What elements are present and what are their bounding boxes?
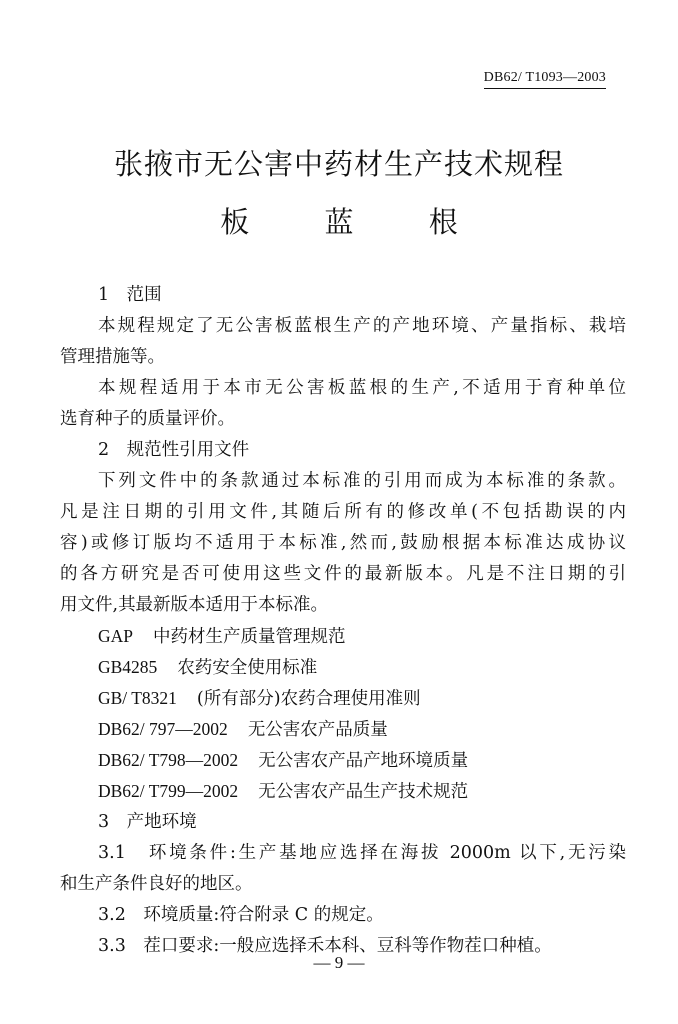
document-body [60, 280, 626, 962]
reference-title: 无公害农产品质量 [247, 720, 388, 740]
paragraph-line: 和生产条件良好的地区。 [60, 874, 253, 894]
paragraph-line: 本规程规定了无公害板蓝根生产的产地环境、产量指标、栽培 [98, 316, 626, 336]
paragraph-line: 3.2 环境质量:符合附录 C 的规定。 [98, 905, 384, 925]
reference-item [60, 714, 626, 745]
reference-item [60, 683, 626, 714]
document-title: 张掖市无公害中药材生产技术规程 [113, 147, 564, 181]
paragraph-line: 容)或修订版均不适用于本标准,然而,鼓励根据本标准达成协议 [60, 533, 626, 553]
paragraph-line: 用文件,其最新版本适用于本标准。 [60, 595, 329, 615]
section-3-heading: 3 产地环境 [98, 812, 197, 832]
paragraph-line: 下列文件中的条款通过本标准的引用而成为本标准的条款。 [98, 471, 626, 491]
page-number: — 9 — [313, 953, 365, 972]
reference-title: 中药材生产质量管理规范 [153, 627, 346, 647]
section-2-heading: 2 规范性引用文件 [98, 440, 250, 460]
paragraph-line: 选育种子的质量评价。 [60, 409, 235, 429]
paragraph-line: 的各方研究是否可使用这些文件的最新版本。凡是不注日期的引 [60, 564, 626, 584]
section-1-heading: 1 范围 [98, 285, 162, 305]
standard-code: DB62/ T1093—2003 [484, 70, 606, 89]
reference-code: DB62/ 797—2002 [98, 719, 228, 739]
reference-item [60, 652, 626, 683]
paragraph-line: 凡是注日期的引用文件,其随后所有的修改单(不包括勘误的内 [60, 502, 626, 522]
reference-code: GB4285 [98, 657, 158, 677]
reference-code: DB62/ T798—2002 [98, 750, 239, 770]
reference-title: 无公害农产品生产技术规范 [258, 782, 469, 802]
reference-item [60, 621, 626, 652]
reference-code: GAP [98, 626, 134, 646]
paragraph-line: 管理措施等。 [60, 347, 165, 367]
reference-item [60, 745, 626, 776]
reference-title: (所有部分)农药合理使用准则 [196, 689, 421, 709]
reference-title: 无公害农产品产地环境质量 [258, 751, 469, 771]
paragraph-line: 3.1 环境条件:生产基地应选择在海拔 2000m 以下,无污染 [98, 843, 626, 863]
document-subtitle: 板 蓝 根 [220, 205, 491, 239]
paragraph-line: 3.3 茬口要求:一般应选择禾本科、豆科等作物茬口种植。 [98, 936, 552, 956]
reference-code: GB/ T8321 [98, 688, 177, 708]
reference-code: DB62/ T799—2002 [98, 781, 239, 801]
reference-item [60, 776, 626, 807]
reference-title: 农药安全使用标准 [177, 658, 318, 678]
paragraph-line: 本规程适用于本市无公害板蓝根的生产,不适用于育种单位 [98, 378, 626, 398]
